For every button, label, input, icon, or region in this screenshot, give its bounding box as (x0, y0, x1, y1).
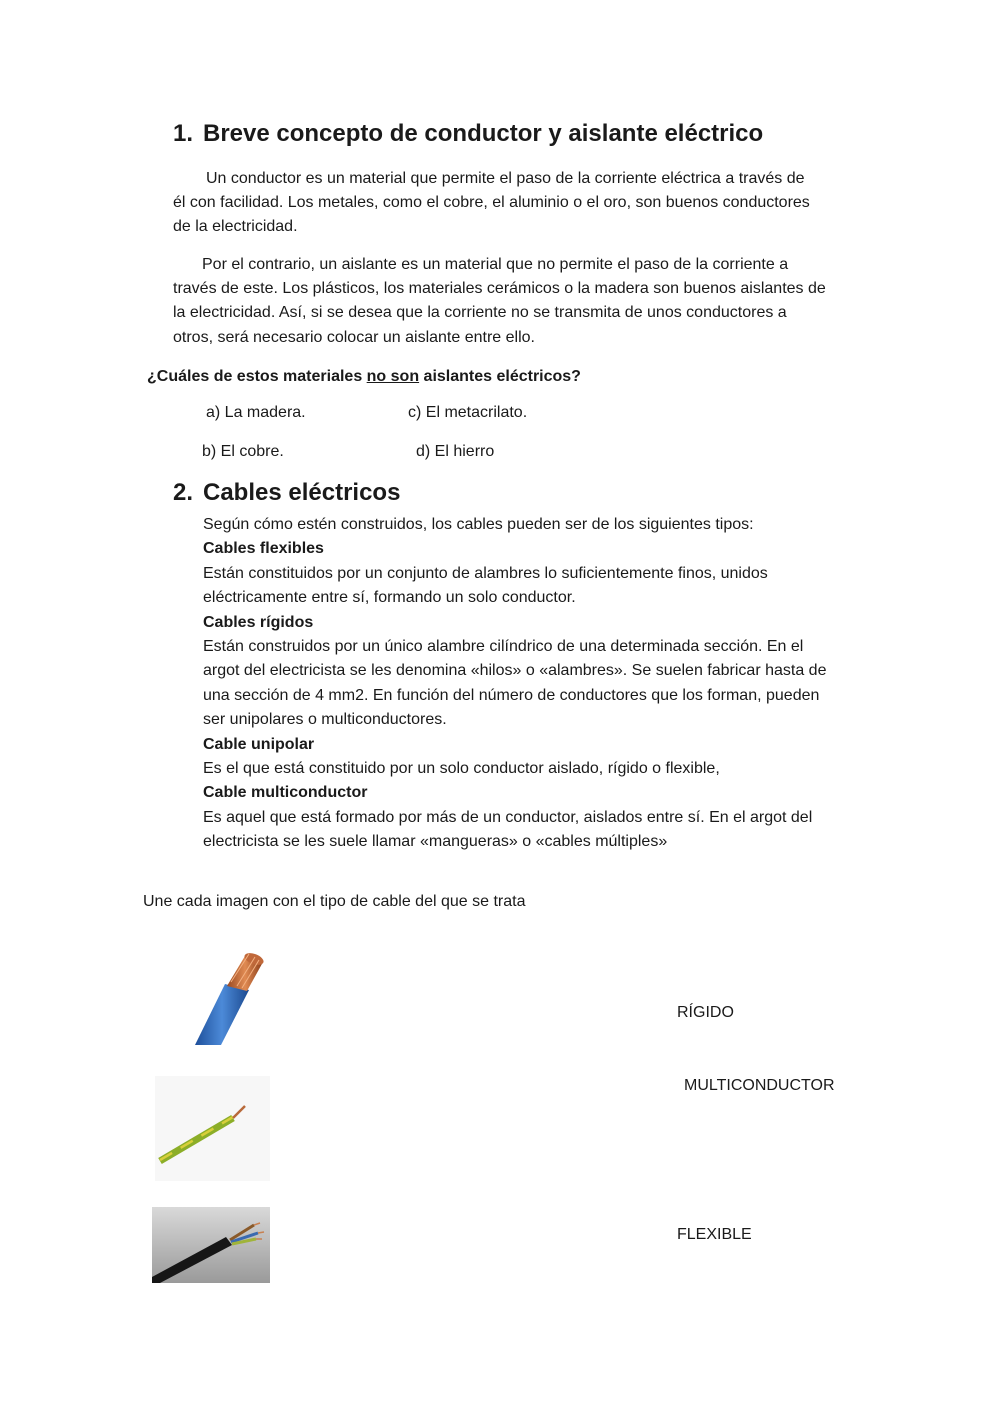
conductor-line-1: Un conductor es un material que permite el paso de la corriente eléctrica a través de (206, 170, 805, 187)
section-1-heading (173, 120, 763, 148)
cables-rigidos-line-2: argot del electricista se les denomina «hilos» o «alambres». Se suelen fabricar hasta de (203, 662, 827, 680)
cables-intro: Según cómo estén construidos, los cables pueden ser de los siguientes tipos: (203, 516, 754, 533)
label-multiconductor[interactable]: MULTICONDUCTOR (684, 1077, 835, 1094)
cable-unipolar-title: Cable unipolar (203, 735, 315, 753)
section-2-heading (173, 479, 400, 507)
aislante-paragraph (173, 253, 863, 350)
conductor-line-2: él con facilidad. Los metales, como el cobre, el aluminio o el oro, son buenos conductores (173, 194, 810, 212)
aislante-line-3: la electricidad. Así, si se desea que la corriente no se transmita de unos conductores a (173, 304, 787, 322)
cable-multi-line-2: electricista se les suele llamar «mangueras» o «cables múltiples» (203, 833, 668, 851)
cables-rigidos-line-3: una sección de 4 mm2. En función del número de conductores que los forman, pueden (203, 686, 820, 704)
conductor-paragraph (173, 167, 863, 240)
blue-flexible-cable-icon[interactable] (185, 950, 275, 1045)
cables-flexibles-line-1: Están constituidos por un conjunto de alambres lo suficientemente finos, unidos (203, 564, 768, 582)
cables-rigidos-line-1: Están construidos por un único alambre cilíndrico de una determinada sección. En el (203, 638, 804, 656)
section-1-number: 1. (173, 120, 194, 147)
cables-body (203, 513, 863, 855)
section-2-title: Cables eléctricos (203, 479, 401, 506)
question-text (147, 365, 581, 389)
question-underlined: no son (366, 368, 420, 385)
option-c[interactable]: c) El metacrilato. (408, 404, 528, 421)
cables-rigidos-title: Cables rígidos (203, 613, 314, 631)
conductor-line-3: de la electricidad. (173, 218, 298, 236)
section-1-title: Breve concepto de conductor y aislante eléctrico (203, 120, 764, 147)
aislante-line-1: Por el contrario, un aislante es un material que no permite el paso de la corriente a (202, 256, 789, 273)
option-d[interactable]: d) El hierro (416, 443, 495, 460)
section-2-number: 2. (173, 479, 194, 506)
cable-multi-title: Cable multiconductor (203, 784, 368, 802)
question-prefix: ¿Cuáles de estos materiales (147, 368, 367, 385)
cables-flexibles-title: Cables flexibles (203, 540, 324, 558)
option-a[interactable]: a) La madera. (206, 404, 306, 421)
green-yellow-rigid-cable-icon[interactable] (155, 1076, 270, 1181)
cables-rigidos-line-4: ser unipolares o multiconductores. (203, 711, 447, 729)
cable-unipolar-text: Es el que está constituido por un solo conductor aislado, rígido o flexible, (203, 760, 720, 778)
option-b[interactable]: b) El cobre. (202, 443, 284, 460)
question-suffix: aislantes eléctricos? (419, 368, 581, 385)
cables-flexibles-line-2: eléctricamente entre sí, formando un solo conductor. (203, 589, 576, 607)
black-multiconductor-cable-icon[interactable] (152, 1207, 270, 1283)
label-flexible[interactable]: FLEXIBLE (677, 1226, 752, 1243)
matching-instruction: Une cada imagen con el tipo de cable del que se trata (143, 893, 526, 910)
cable-multi-line-1: Es aquel que está formado por más de un conductor, aislados entre sí. En el argot del (203, 808, 813, 826)
aislante-line-4: otros, será necesario colocar un aislante entre ello. (173, 328, 535, 346)
aislante-line-2: través de este. Los plásticos, los materiales cerámicos o la madera son buenos aislantes de (173, 280, 826, 298)
label-rigido[interactable]: RÍGIDO (677, 1004, 734, 1021)
